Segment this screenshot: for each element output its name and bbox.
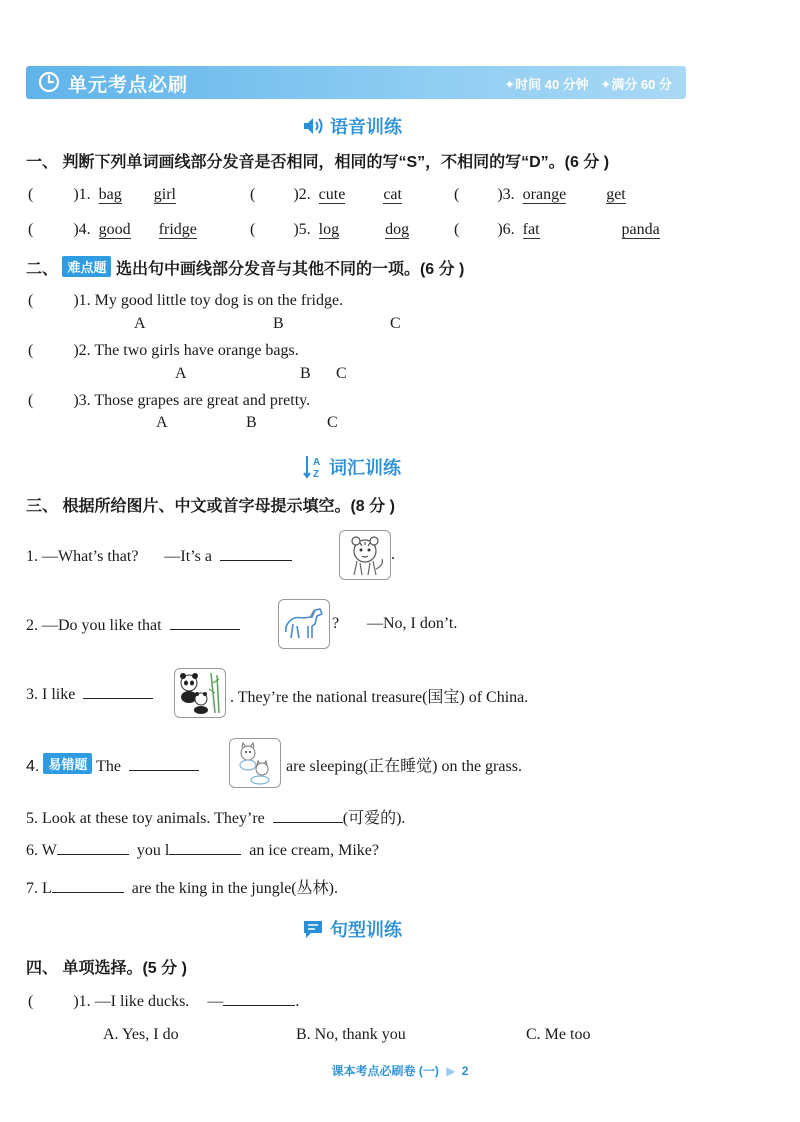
word-girl: girl	[153, 186, 176, 203]
answer-blank[interactable]	[170, 615, 240, 630]
option-letter-A: A	[134, 315, 146, 332]
question-1-title: 一、 判断下列单词画线部分发音是否相同，相同的写“S”，不相同的写“D”。(6 分 )	[26, 154, 610, 171]
q3-line-5: 5. Look at these toy animals. They’re (可爱的).	[26, 810, 406, 827]
panda-icon	[175, 669, 225, 717]
section-title: 句型训练	[330, 920, 402, 940]
horse-picture	[278, 599, 330, 649]
header-banner	[26, 66, 686, 99]
q3-line-3: 3. I like	[26, 684, 153, 704]
q3-line-4-rest: are sleeping(正在睡觉) on the grass.	[286, 758, 522, 775]
word-get: get	[606, 186, 626, 203]
answer-blank[interactable]	[129, 756, 199, 771]
section-title: 语音训练	[330, 117, 402, 137]
q2-sentence-3: ( )3. Those grapes are great and pretty.	[28, 392, 311, 409]
option-letter-A: A	[156, 414, 168, 431]
banner-info	[496, 74, 672, 93]
time-limit: ✦时间 40 分钟	[504, 77, 589, 92]
section-heading-sentence	[302, 916, 402, 942]
cat-icon	[230, 739, 280, 787]
q3-line-2: 2. —Do you like that	[26, 615, 240, 635]
word-panda: panda	[621, 221, 660, 238]
q3-line-7: 7. L are the king in the jungle(丛林).	[26, 880, 338, 897]
full-score: ✦满分 60 分	[600, 77, 672, 92]
q1-item-3: ( )3. orange get	[454, 186, 626, 203]
q1-item-2: ( )2. cute cat	[250, 186, 402, 203]
question-3-title: 三、 根据所给图片、中文或首字母提示填空。(8 分 )	[26, 498, 395, 515]
arrow-icon: ▶	[446, 1064, 456, 1078]
section-heading-phonics	[302, 113, 402, 139]
q4-item-1: ( )1. —I like ducks. — .	[28, 993, 300, 1010]
q2-sentence-2: ( )2. The two girls have orange bags.	[28, 342, 299, 359]
pandas-picture	[174, 668, 226, 718]
speaker-icon	[302, 116, 324, 136]
word-good: good	[98, 221, 131, 238]
section-title: 词汇训练	[329, 458, 401, 478]
q3-answer-text: —No, I don’t.	[367, 615, 458, 632]
word-log: log	[318, 221, 340, 238]
svg-text:A: A	[313, 457, 321, 468]
choice-B[interactable]: B. No, thank you	[296, 1026, 406, 1043]
option-letter-B: B	[273, 315, 284, 332]
q3-line-6: 6. W you l an ice cream, Mike?	[26, 842, 379, 859]
tiger-picture	[339, 530, 391, 580]
difficult-tag: 难点题	[62, 256, 111, 277]
banner-title: 单元考点必刷	[68, 75, 189, 96]
section-heading-vocab	[303, 454, 401, 480]
answer-blank[interactable]	[52, 878, 124, 893]
clock-icon	[38, 71, 60, 93]
word-cute: cute	[318, 186, 346, 203]
q2-sentence-1: ( )1. My good little toy dog is on the fridge.	[28, 292, 344, 309]
choice-A[interactable]: A. Yes, I do	[103, 1026, 179, 1043]
q1-item-1: ( )1. bag girl	[28, 186, 176, 203]
answer-blank[interactable]	[273, 808, 343, 823]
q3-line-3-rest: . They’re the national treasure(国宝) of China.	[230, 689, 529, 706]
tiger-icon	[340, 531, 390, 579]
page-footer	[0, 1062, 800, 1079]
answer-blank[interactable]	[223, 991, 295, 1006]
answer-blank[interactable]	[220, 546, 292, 561]
svg-text:Z: Z	[313, 469, 320, 480]
option-letter-A: A	[175, 365, 187, 382]
answer-blank[interactable]	[83, 684, 153, 699]
word-cat: cat	[383, 186, 402, 203]
q3-line-4: 4. 易错题 The	[26, 753, 199, 776]
option-letter-B: B	[300, 365, 311, 382]
period: .	[391, 546, 395, 563]
word-dog: dog	[385, 221, 410, 238]
option-letter-C: C	[390, 315, 401, 332]
q1-item-6: ( )6. fat panda	[454, 221, 660, 238]
word-fat: fat	[522, 221, 540, 238]
footer-title: 课本考点必刷卷 (一)	[331, 1064, 439, 1078]
question-4-title: 四、 单项选择。(5 分 )	[26, 960, 187, 977]
option-letter-C: C	[336, 365, 347, 382]
error-prone-tag: 易错题	[43, 753, 92, 774]
horse-icon	[279, 600, 329, 648]
cats-picture	[229, 738, 281, 788]
q1-item-4: ( )4. good fridge	[28, 221, 197, 238]
answer-blank[interactable]	[169, 840, 241, 855]
choice-C[interactable]: C. Me too	[526, 1026, 591, 1043]
word-bag: bag	[98, 186, 122, 203]
az-sort-icon	[303, 454, 323, 480]
word-orange: orange	[522, 186, 567, 203]
answer-blank[interactable]	[57, 840, 129, 855]
question-mark: ?	[332, 615, 340, 632]
page-number: 2	[461, 1064, 469, 1078]
option-letter-B: B	[246, 414, 257, 431]
q3-line-1: 1. —What’s that? —It’s a	[26, 546, 292, 566]
q1-item-5: ( )5. log dog	[250, 221, 410, 238]
question-2-title: 二、 难点题 选出句中画线部分发音与其他不同的一项。(6 分 )	[26, 256, 464, 279]
option-letter-C: C	[327, 414, 338, 431]
word-fridge: fridge	[158, 221, 197, 238]
speech-bubble-icon	[302, 918, 324, 940]
